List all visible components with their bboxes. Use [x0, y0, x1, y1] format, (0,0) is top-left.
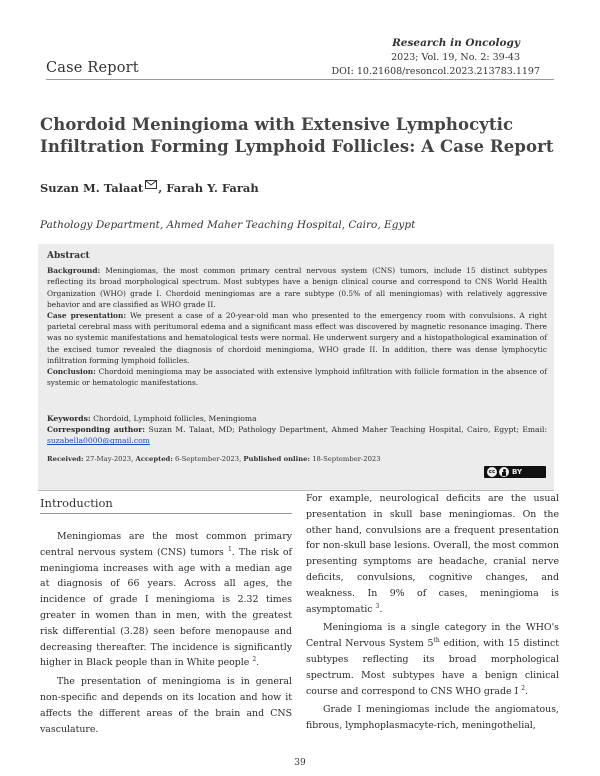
left-column: [40, 529, 292, 740]
accepted-label: Accepted:: [135, 455, 173, 463]
email-link[interactable]: suzabella0000@gmail.com: [47, 436, 150, 446]
citation: 3: [375, 602, 380, 610]
journal-name: Research in Oncology: [392, 37, 520, 49]
license-by-label: BY: [512, 468, 523, 476]
received-label: Received:: [47, 455, 84, 463]
abstract-background: [47, 265, 547, 310]
received-date: 27-May-2023: [85, 455, 132, 463]
paragraph: [40, 529, 292, 671]
text-run: .: [256, 657, 260, 669]
abstract-heading: Abstract: [47, 251, 90, 261]
abstract-case: [47, 310, 547, 366]
affiliation: Pathology Department, Ahmed Maher Teaching Hospital, Cairo, Egypt: [40, 219, 416, 231]
citation: 2: [521, 684, 526, 692]
creative-commons-icon: cc: [488, 469, 496, 475]
background-label: Background:: [47, 266, 101, 276]
citation: 2: [252, 656, 257, 664]
article-dates: Received: 27-May-2023, Accepted: 6-September-2023, Published online: 18-September-2023: [47, 455, 381, 463]
accepted-date: 6-September-2023: [175, 455, 240, 463]
conclusion-text: Chordoid meningioma may be associated with extensive lymphoid infiltration with follicle formation in the absence of systemic or hematologic manifestations.: [47, 367, 547, 388]
text-run: Meningioma is a single category in the WHO's Central Nervous System 5: [306, 622, 559, 650]
superscript: th: [433, 637, 440, 645]
right-column: [306, 491, 559, 737]
case-label: Case presentation:: [47, 311, 127, 321]
attribution-icon: [499, 467, 509, 477]
paragraph: [306, 491, 559, 617]
text-run: .: [379, 603, 383, 615]
keywords: [47, 413, 547, 424]
header-divider: [46, 79, 554, 80]
text-run: edition, with 15 distinct subtypes reflecting its broad morphological spectrum. Most subtypes have a benign clinical course and correspond to CNS WHO grade I: [306, 638, 559, 697]
article-title: Chordoid Meningioma with Extensive Lymphocytic Infiltration Forming Lymphoid Follicles: A Case Report: [40, 115, 554, 156]
text-run: Meningiomas are the most common primary central nervous system (CNS) tumors: [40, 531, 292, 558]
citation: 1: [227, 545, 232, 553]
abstract: [47, 251, 547, 388]
text-run: For example, neurological deficits are the usual presentation in skull base meningiomas. On the other hand, convulsions are a frequent presentation for non-skull base lesions. Overall, the most common presenting symptoms are headache, cranial nerve deficits, convulsions, cognitive changes, and weakness. In 9% of cases, meningioma is asymptomatic: [306, 493, 559, 615]
paragraph: Grade I meningiomas include the angiomatous, fibrous, lymphoplasmacyte-rich, meningothelial,: [306, 704, 559, 732]
issue-info: 2023; Vol. 19, No. 2: 39-43: [391, 52, 520, 63]
keywords-block: [47, 413, 547, 447]
background-text: Meningiomas, the most common primary central nervous system (CNS) tumors, include 15 distinct subtypes reflecting its broad morphological spectrum. Most subtypes have a benign clinical course and correspond to CNS World Health Organization (WHO) grade I. Chordoid meningiomas are a rare subtype (0.5% of all meningiomas) with relatively aggressive behavior and are classified as WHO grade II.: [47, 266, 547, 309]
email-label: Email:: [522, 425, 547, 435]
abstract-conclusion: [47, 366, 547, 388]
paragraph: The presentation of meningioma is in general non-specific and depends on its location and how it affects the different areas of the brain and CNS vasculature.: [40, 676, 292, 735]
corresponding-author: [47, 424, 547, 446]
article-type: Case Report: [46, 60, 139, 76]
doi: DOI: 10.21608/resoncol.2023.213783.1197: [331, 66, 540, 77]
keywords-label: Keywords:: [47, 414, 91, 423]
paragraph: [306, 620, 559, 699]
keywords-text: Chordoid, Lymphoid follicles, Meningioma: [93, 414, 257, 423]
section-heading-introduction: Introduction: [40, 496, 113, 510]
author-list: [40, 181, 259, 195]
page-number: 39: [294, 758, 306, 768]
author-second: , Farah Y. Farah: [158, 181, 259, 195]
corresponding-text: Suzan M. Talaat, MD; Pathology Department, Ahmed Maher Teaching Hospital, Cairo, Egypt;: [148, 425, 519, 435]
corresponding-label: Corresponding author:: [47, 425, 146, 435]
cc-by-license-badge[interactable]: [484, 466, 546, 478]
text-run: .: [525, 685, 528, 697]
envelope-icon[interactable]: [145, 178, 157, 192]
section-heading-rule: [40, 513, 292, 514]
published-label: Published online:: [243, 455, 311, 463]
conclusion-label: Conclusion:: [47, 367, 96, 377]
case-text: We present a case of a 20-year-old man who presented to the emergency room with convulsions. A right parietal cerebral mass with peritumoral edema and a significant mass effect was discovered by magnetic resonance imaging. There was no systemic manifestations and hematological tests were normal. He underwent surgery and a histopathological examination of the excised tumor revealed the diagnosis of chordoid meningioma, WHO grade II. In addition, there was dense lymphocytic infiltration forming lymphoid follicles.: [47, 311, 548, 365]
text-run: . The risk of meningioma increases with age with a median age at diagnosis of 66 years. Across all ages, the incidence of grade I meningioma is 2.32 times greater in women than in men, with the greatest risk differential (3.28) seen before menopause and decreasing thereafter. The incidence is significantly higher in Black people than in White people: [40, 546, 292, 669]
published-date: 18-September-2023: [312, 455, 381, 463]
author-first: Suzan M. Talaat: [40, 181, 144, 195]
